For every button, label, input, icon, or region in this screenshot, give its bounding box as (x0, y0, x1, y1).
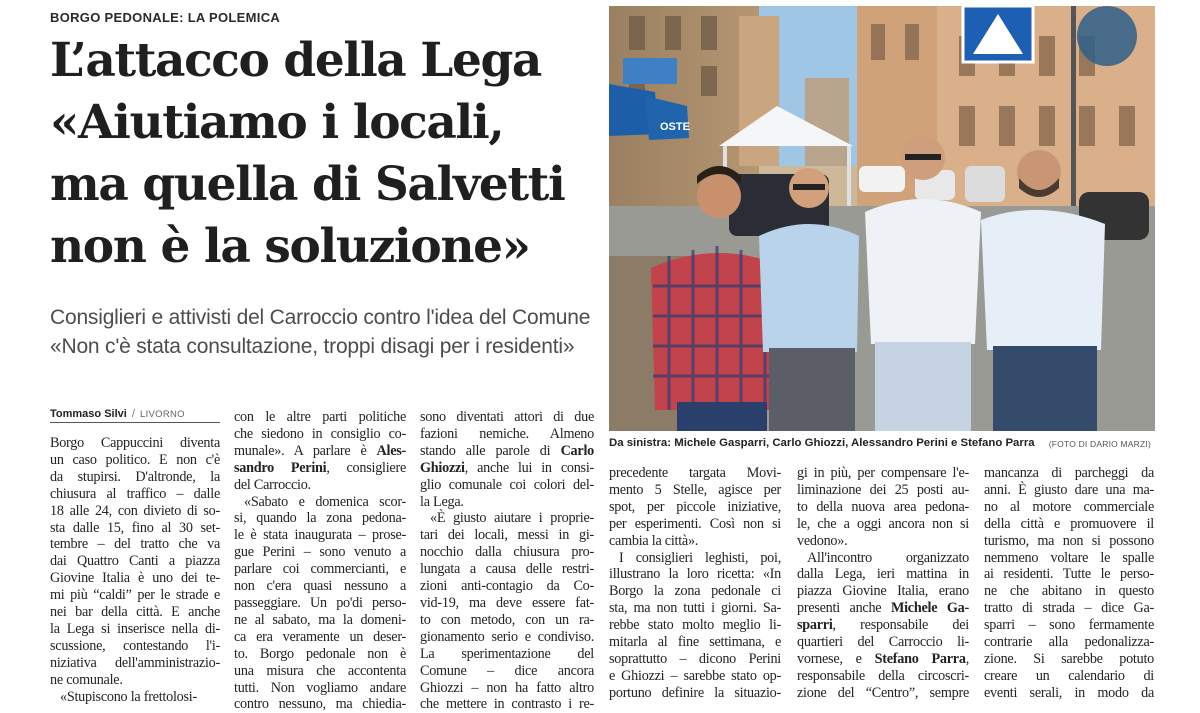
text-line: rebbe stato molto meglio li- (609, 617, 781, 634)
text-line: gi in più, per compensare l'e- (797, 465, 969, 481)
byline-separator: / (131, 408, 135, 420)
text-line: della città e promuovere il (984, 515, 1154, 532)
text-line: Ghiozzi – non ha fatto altro (420, 679, 594, 696)
author-name: Tommaso Silvi (50, 408, 127, 420)
text-line: illustrano la loro ricetta: «In (609, 566, 781, 583)
text-line: ne al sabato, ma la domeni- (234, 611, 406, 628)
text-line: portuno definire la situazio- (609, 684, 781, 701)
text-line: zioni anti-contagio da Co- (420, 578, 594, 595)
text-line: to con metodo, con un ra- (420, 611, 594, 628)
text-line: Giovine Italia è uno dei te- (50, 570, 220, 587)
text-line: tratto di strada – dice Ga- (984, 600, 1154, 617)
text-line: le è stata inaugurata – prose- (234, 527, 406, 544)
text-line: parlare coi commercianti, e (234, 561, 406, 578)
page-margin-left (0, 0, 38, 675)
text-line: glio comunale coi colori del- (420, 476, 594, 493)
text-line: sparri, responsabile dei (797, 617, 969, 634)
text-line: to della nuova area pedona- (797, 498, 969, 515)
text-line: zione del “Centro”, sempre (797, 684, 969, 701)
name-bold: Ales- (376, 442, 406, 459)
text-line: e Ghiozzi – sarebbe stato op- (609, 667, 781, 684)
name-bold: Stefano Parra (874, 650, 966, 667)
headline-line: «Aiutiamo i locali, (50, 95, 504, 150)
text-line: tari dei locali, messi in gi- (420, 527, 594, 544)
column-2 (234, 409, 406, 713)
caption-text: Da sinistra: Michele Gasparri, Carlo Ghiozzi, Alessandro Perini e Stefano Parra (609, 437, 1035, 449)
text-line: una misura che accontenta (234, 662, 406, 679)
shop-sign: OSTE (660, 121, 690, 133)
column-5 (797, 465, 969, 702)
text-line: mitarla al fine settimana, e (609, 634, 781, 651)
text-line: la Lega. (420, 493, 464, 510)
text-line: vedono». (797, 532, 848, 549)
text-line: la Lega si inserisce nella di- (50, 620, 220, 637)
column-4 (609, 465, 781, 702)
text-line: La sperimentazione del (420, 645, 594, 662)
text-line: «Stupiscono la frettolosi- (60, 688, 197, 705)
text-line: non c'era quasi nessuno a (234, 578, 406, 595)
headline (50, 30, 610, 278)
text-line: fazioni nemiche. Almeno (420, 425, 594, 442)
text-line: del Carroccio. (234, 476, 311, 493)
dateline-place: LIVORNO (140, 409, 185, 420)
text-line: Borgo Cappuccini diventa (50, 435, 220, 451)
text-line: si, quando la zona pedona- (234, 510, 406, 527)
text-line: soprattutto – dicono Perini (609, 650, 781, 667)
text-line: gionamento serio e condiviso. (420, 628, 594, 645)
photo-caption (609, 437, 1155, 453)
text-line: nei bar della città. E anche (50, 604, 220, 621)
text-line: dalla Lega, ieri mattina in (797, 566, 969, 583)
text-line: dai Quattro Canti a piazza (50, 553, 220, 570)
text-line: All'incontro organizzato (807, 549, 969, 566)
section-kicker: BORGO PEDONALE: LA POLEMICA (50, 10, 281, 25)
column-6 (984, 465, 1154, 702)
subtitle-line: Consiglieri e attivisti del Carroccio contro l'idea del Comune (50, 306, 591, 329)
name-bold: Michele Ga- (890, 600, 969, 617)
text-line: ne comunale. (50, 671, 123, 688)
text-line: mancanza di parcheggi da (984, 465, 1154, 481)
text-line: precedente targata Movi- (609, 465, 781, 481)
name-bold: sparri (797, 617, 833, 634)
text-line: sandro Perini, consigliere (234, 459, 406, 476)
text-line: spot, per piccole iniziative, (609, 498, 781, 515)
name-bold: Carlo (560, 442, 594, 459)
column-3 (420, 409, 594, 713)
text-line: gue Perini – sono venuto a (234, 544, 406, 561)
headline-line: L’attacco della Lega (50, 33, 541, 88)
text-line: anni. È giusto dare una ma- (984, 481, 1154, 498)
headline-line: ma quella di Salvetti (50, 157, 565, 212)
text-line: 18 alle 24, con divieto di so- (50, 502, 220, 519)
text-line: lungata a causa delle restri- (420, 561, 594, 578)
text-line: passeggiare. Un po'di perso- (234, 594, 406, 611)
text-line: Ghiozzi, anche lui in consi- (420, 459, 594, 476)
text-line: sono diventati attori di due (420, 409, 594, 425)
text-line: no al motore commerciale (984, 498, 1154, 515)
text-line: Comune – dice ancora (420, 662, 594, 679)
text-line: scussione, contestando l'i- (50, 637, 220, 654)
text-line: sparri – sono fermamente (984, 617, 1154, 634)
text-line: I consiglieri leghisti, poi, (619, 549, 781, 566)
text-line: munale». A parlare è Ales- (234, 442, 406, 459)
text-line: ne che abitano in questo (984, 583, 1154, 600)
text-line: da stupirsi. D'altronde, la (50, 468, 220, 485)
name-bold: Ghiozzi (420, 459, 465, 476)
text-line: chiusura al traffico – dalle (50, 485, 220, 502)
blue-sign (623, 58, 677, 84)
text-line: «È giusto aiutare i proprie- (430, 510, 594, 527)
headline-line: non è la soluzione» (50, 219, 530, 274)
text-line: per esperimenti. Così non si (609, 515, 781, 532)
text-line: ai residenti. Tutte le perso- (984, 566, 1154, 583)
text-line: quartieri del Carroccio li- (797, 634, 969, 651)
text-line: niziativa dell'amministrazio- (50, 654, 220, 671)
photo-credit: (FOTO DI DARIO MARZI) (1048, 439, 1151, 449)
text-line: contro nessuno, ma chiedia- (234, 696, 406, 713)
text-line: un caso politico. E non c'è (50, 451, 220, 468)
traffic-sign (1077, 6, 1137, 66)
text-line: con le altre parti politiche (234, 409, 406, 425)
byline (50, 408, 220, 423)
text-line: tembre – del tratto che va (50, 536, 220, 553)
text-line: che mettere in contrasto i re- (420, 696, 594, 713)
text-line: Borgo la zona pedonale ci (609, 583, 781, 600)
text-line: che siedono in consiglio co- (234, 425, 406, 442)
text-line: to. Borgo pedonale non è (234, 645, 406, 662)
text-line: nocchio dalla chiusura pro- (420, 544, 594, 561)
text-line: tutti. Non vogliamo andare (234, 679, 406, 696)
text-line: «Sabato e domenica scor- (244, 493, 406, 510)
text-line: vornese, e Stefano Parra, (797, 650, 969, 667)
text-line: zione. Si sarebbe potuto (984, 650, 1154, 667)
text-line: vid-19, ma deve essere fat- (420, 594, 594, 611)
column-1 (50, 435, 220, 706)
text-line: stando alle parole di Carlo (420, 442, 594, 459)
text-line: le, che a oggi ancora non si (797, 515, 969, 532)
text-line: ca era veramente un deser- (234, 628, 406, 645)
text-line: sta, ma non tutti i giorni. Sa- (609, 600, 781, 617)
text-line: turismo, ma non si possono (984, 532, 1154, 549)
text-line: liminazione dei 25 posti au- (797, 481, 969, 498)
text-line: mi più “caldi” per le strade e (50, 587, 220, 604)
text-line: presenti anche Michele Ga- (797, 600, 969, 617)
text-line: contrarie alla pedonalizza- (984, 634, 1154, 651)
text-line: creare un calendario di (984, 667, 1154, 684)
subtitle-line: «Non c'è stata consultazione, troppi disagi per i residenti» (50, 335, 575, 358)
text-line: piazza Giovine Italia, erano (797, 583, 969, 600)
text-line: sta dalle 15, fino al 30 set- (50, 519, 220, 536)
text-line: nemmeno voltare le spalle (984, 549, 1154, 566)
text-line: eventi serali, in modo da (984, 684, 1154, 701)
text-line: responsabile della circoscri- (797, 667, 969, 684)
name-bold: sandro Perini (234, 459, 327, 476)
page-margin-right (1156, 0, 1200, 675)
text-line: mento 5 Stelle, agisce per (609, 481, 781, 498)
text-line: cambia la città». (609, 532, 699, 549)
article-photo (609, 6, 1155, 431)
subtitle (50, 303, 610, 361)
